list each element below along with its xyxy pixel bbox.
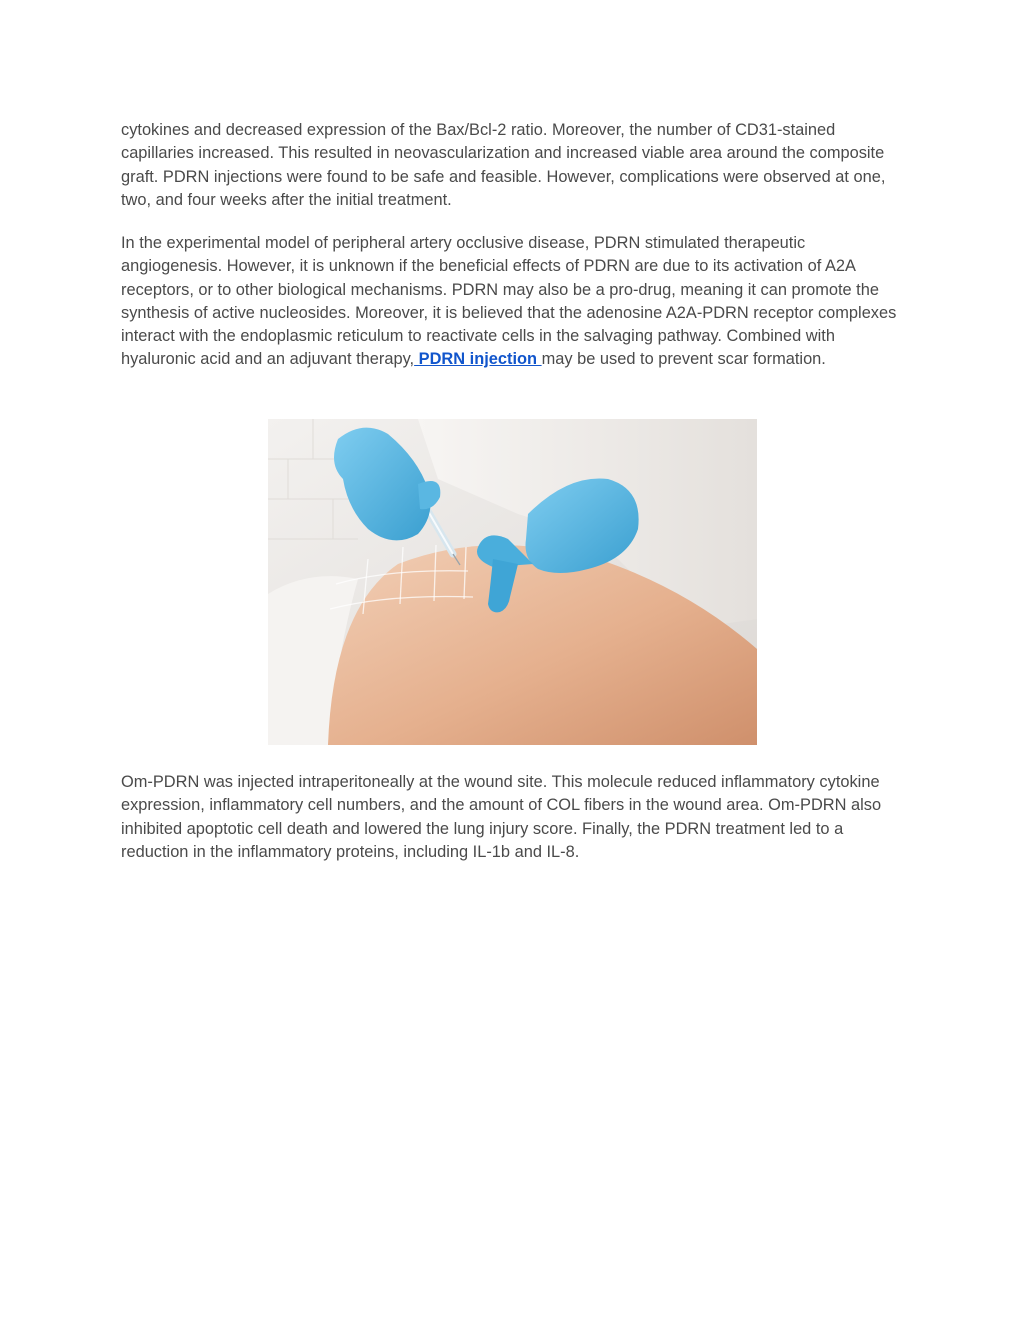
paragraph-2-text-before: In the experimental model of peripheral artery occlusive disease, PDRN stimulated therapeutic angiogenesis. However, it is unknown if the beneficial effects of PDRN are due to its activation of A2A receptors, or to other biological mechanisms. PDRN may also be a pro-drug, meaning it can promote the synthesis of active nucleosides. Moreover, it is believed that the adenosine A2A-PDRN receptor complexes interact with the endoplasmic reticulum to reactivate cells in the salvaging pathway. Combined with hyaluronic acid and an adjuvant therapy, <box>121 234 897 369</box>
paragraph-3: Om-PDRN was injected intraperitoneally at the wound site. This molecule reduced inflammatory cytokine expression, inflammatory cell numbers, and the amount of COL fibers in the wound area. Om-PDRN also inhibited apoptotic cell death and lowered the lung injury score. Finally, the PDRN treatment led to a reduction in the inflammatory proteins, including IL-1b and IL-8. <box>121 773 882 861</box>
injection-photo <box>268 419 757 745</box>
pdrn-injection-link[interactable]: PDRN injection <box>414 350 542 369</box>
paragraph-1: cytokines and decreased expression of the Bax/Bcl-2 ratio. Moreover, the number of CD31-stained capillaries increased. This resulted in neovascularization and increased viable area around the composite graft. PDRN injections were found to be safe and feasible. However, complications were observed at one, two, and four weeks after the initial treatment. <box>121 121 886 209</box>
paragraph-2-text-after: may be used to prevent scar formation. <box>541 350 826 369</box>
paragraph-2 <box>121 232 901 372</box>
